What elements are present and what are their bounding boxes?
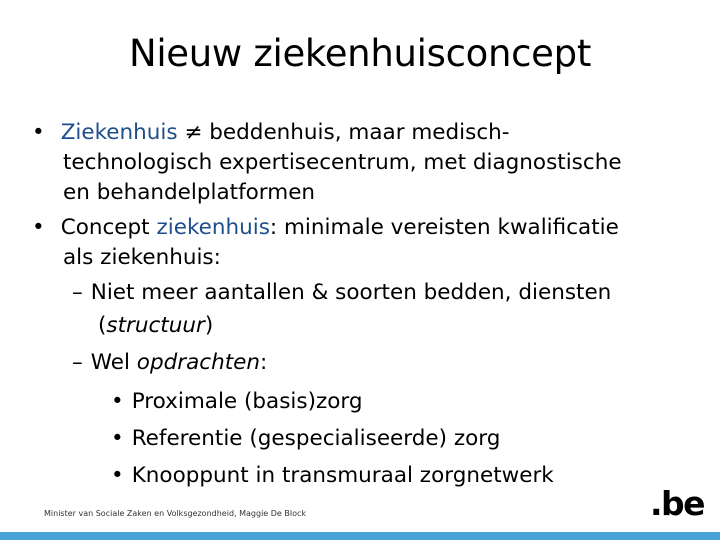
bullet-marker: • bbox=[111, 389, 124, 414]
line-text: Niet meer aantallen & soorten bedden, diensten bbox=[90, 280, 612, 305]
paren-close: ) bbox=[204, 313, 214, 338]
term-opdrachten: opdrachten bbox=[136, 350, 260, 375]
dash-marker: – bbox=[72, 350, 83, 375]
bullet-marker: • bbox=[32, 120, 45, 145]
sub-bullet-line-2 bbox=[72, 348, 267, 379]
line-text: Wel bbox=[90, 350, 137, 375]
body-line: technologisch expertisecentrum, met diagnostische bbox=[63, 150, 622, 175]
bullet-line-2 bbox=[32, 213, 619, 244]
body-line: en behandelplatformen bbox=[63, 180, 316, 205]
footer-credit: Minister van Sociale Zaken en Volksgezondheid, Maggie De Block bbox=[44, 509, 307, 518]
sub-bullet-line-1 bbox=[72, 278, 611, 309]
line-text: Knooppunt in transmuraal zorgnetwerk bbox=[131, 463, 554, 488]
body-line: als ziekenhuis: bbox=[63, 245, 221, 270]
line-text: Referentie (gespecialiseerde) zorg bbox=[131, 426, 501, 451]
line-text: : minimale vereisten kwalificatie bbox=[269, 215, 619, 240]
sub-sub-bullet-line-1 bbox=[111, 387, 363, 418]
sub-sub-bullet-line-3 bbox=[111, 461, 554, 492]
bullet-marker: • bbox=[111, 426, 124, 451]
dash-marker: – bbox=[72, 280, 83, 305]
slide-title: Nieuw ziekenhuisconcept bbox=[128, 32, 592, 75]
keyword-ziekenhuis: ziekenhuis bbox=[156, 215, 270, 240]
body-line bbox=[98, 311, 213, 342]
bullet-marker: • bbox=[111, 463, 124, 488]
keyword-ziekenhuis: Ziekenhuis bbox=[60, 120, 178, 145]
line-text: : bbox=[260, 350, 268, 375]
term-structuur: structuur bbox=[106, 313, 205, 338]
bullet-line-1 bbox=[32, 118, 510, 149]
be-logo: .be bbox=[650, 484, 705, 523]
bottom-accent-bar bbox=[0, 532, 720, 540]
paren-open: ( bbox=[98, 313, 107, 338]
bullet-marker: • bbox=[32, 215, 45, 240]
sub-sub-bullet-line-2 bbox=[111, 424, 500, 455]
line-text: Proximale (basis)zorg bbox=[131, 389, 363, 414]
line-text: Concept bbox=[60, 215, 157, 240]
line-text: ≠ beddenhuis, maar medisch- bbox=[177, 120, 510, 145]
